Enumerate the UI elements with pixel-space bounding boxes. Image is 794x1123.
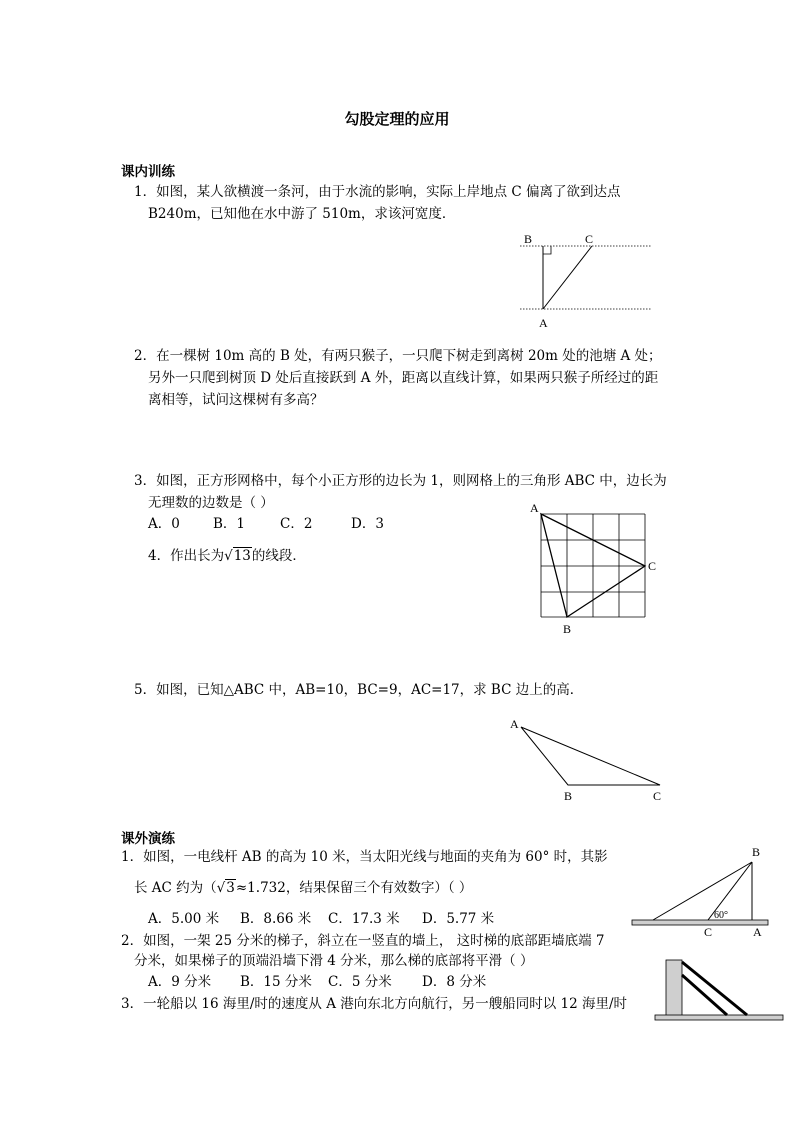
sqrt-sign: √ <box>224 548 233 564</box>
q5-text: 5．如图，已知△ABC 中，AB=10，BC=9，AC=17，求 BC 边上的高． <box>134 682 584 698</box>
right-angle-mark <box>543 246 551 254</box>
e2-line2: 分米，如果梯子的顶端沿墙下滑 4 分米，那么梯的底部将平滑（ ） <box>134 953 534 969</box>
e1-angle-label: 60° <box>714 910 728 921</box>
q4-suffix: 的线段． <box>251 548 306 564</box>
ladder-position-1 <box>682 962 747 1015</box>
wall <box>666 960 682 1016</box>
q5-label-a: A <box>510 717 519 731</box>
sqrt-sign: √ <box>216 880 226 896</box>
e1-radical: 3 <box>226 880 235 896</box>
q5-label-c: C <box>653 789 662 803</box>
e2-option-d: D．8 分米 <box>422 974 487 990</box>
q3-line2: 无理数的边数是（ ） <box>148 495 274 511</box>
q3-label-b: B <box>563 622 572 636</box>
e1-label-a: A <box>753 925 762 939</box>
ground <box>655 1015 783 1020</box>
segment-ac <box>543 246 592 309</box>
e1-label-b: B <box>752 845 761 859</box>
e2-option-b: B．15 分米 <box>240 974 312 990</box>
section-heading-in-class: 课内训练 <box>121 164 175 180</box>
e2-line1: 2．如图，一架 25 分米的梯子，斜立在一竖直的墙上， 这时梯的底部距墙底端 7 <box>121 933 605 949</box>
e1-option-b: B．8.66 米 <box>240 911 312 927</box>
q3-option-c: C．2 <box>280 516 313 532</box>
q3-line1: 3．如图，正方形网格中，每个小正方形的边长为 1，则网格上的三角形 ABC 中，边长为 <box>134 473 667 489</box>
e1-option-c: C．17.3 米 <box>328 911 400 927</box>
e1-pole-figure <box>632 845 768 939</box>
e2-option-a: A．9 分米 <box>148 974 212 990</box>
q3-grid-figure <box>530 501 656 636</box>
q2-line3: 离相等，试问这棵树有多高？ <box>148 392 324 408</box>
ground <box>632 920 768 925</box>
e1-label-c: C <box>704 925 713 939</box>
e1-line1: 1．如图，一电线杆 AB 的高为 10 米，当太阳光线与地面的夹角为 60° 时，其影 <box>121 849 608 865</box>
q3-label-c: C <box>648 559 657 573</box>
q1-line2: B240m，已知他在水中游了 510m，求该河宽度． <box>148 206 456 222</box>
e1-option-d: D．5.77 米 <box>422 911 495 927</box>
q1-line1: 1．如图，某人欲横渡一条河，由于水流的影响，实际上岸地点 C 偏离了欲到达点 <box>134 184 621 200</box>
q3-option-d: D．3 <box>351 516 384 532</box>
page-title: 勾股定理的应用 <box>344 110 450 128</box>
q3-label-a: A <box>530 501 539 515</box>
section-heading-extracurricular: 课外演练 <box>121 831 175 847</box>
q5-triangle-figure <box>510 717 661 803</box>
e1-line2-prefix: 长 AC 约为（ <box>134 880 217 896</box>
e2-option-c: C．5 分米 <box>328 974 392 990</box>
q2-line2: 另外一只爬到树顶 D 处后直接跃到 A 外，距离以直线计算，如果两只猴子所经过的距 <box>148 370 659 386</box>
q3-option-b: B．1 <box>213 516 246 532</box>
sun-ray-1 <box>653 862 752 920</box>
q2-line1: 2．在一棵树 10m 高的 B 处，有两只猴子，一只爬下树走到离树 20m 处的池塘 A 处； <box>134 348 662 364</box>
grid-lines <box>541 514 645 617</box>
q1-label-c: C <box>585 232 594 246</box>
triangle-abc <box>521 727 660 785</box>
q1-label-a: A <box>539 316 548 330</box>
e1-line2-suffix: ≈1.732，结果保留三个有效数字）（ ） <box>235 880 473 896</box>
q3-option-a: A．0 <box>148 516 180 532</box>
q4-radical: 13 <box>233 548 251 564</box>
q1-label-b: B <box>524 232 533 246</box>
e2-ladder-figure <box>655 960 783 1020</box>
q4-prefix: 4．作出长为 <box>148 548 225 564</box>
q5-label-b: B <box>564 789 573 803</box>
q1-river-figure <box>520 232 652 330</box>
e3-line1: 3．一轮船以 16 海里/时的速度从 A 港向东北方向航行，另一艘船同时以 12 海里/时 <box>121 996 628 1012</box>
e1-option-a: A．5.00 米 <box>148 911 220 927</box>
